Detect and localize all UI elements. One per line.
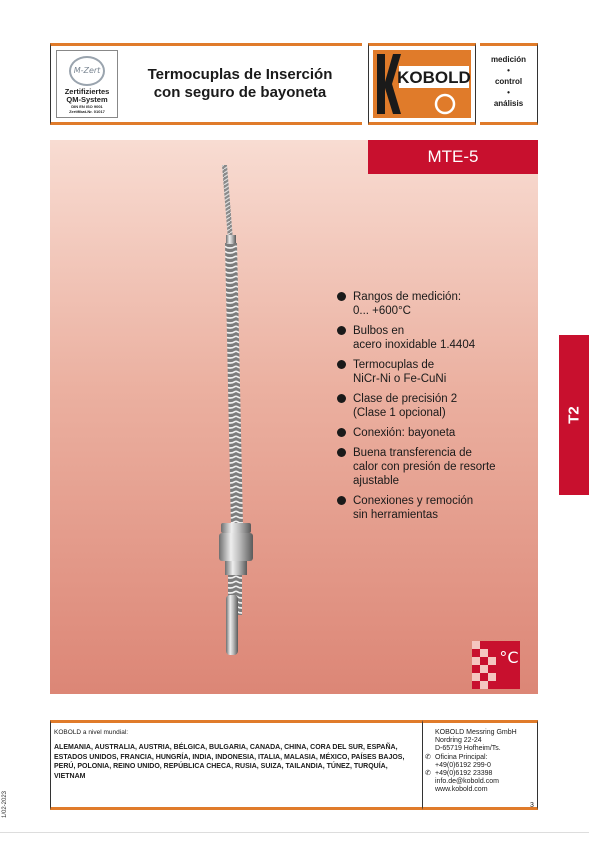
kobold-logo <box>368 43 476 125</box>
cert-line-3: DIN EN ISO 9001 <box>71 104 103 109</box>
title-line-1: Termocuplas de Inserción <box>147 66 333 83</box>
feature-item: Conexiones y remoción sin herramientas <box>337 494 537 522</box>
fax: +49(0)6192 23398 <box>435 770 493 778</box>
tagline-dot: • <box>507 66 510 75</box>
feature-list <box>337 290 537 528</box>
phone-icon: ✆ <box>425 753 431 761</box>
feature-item: Rangos de medición: 0... +600°C <box>337 290 537 318</box>
worldwide-label: KOBOLD a nivel mundial: <box>54 729 129 736</box>
document-id: 1/02-2023 <box>2 790 8 818</box>
feature-item: Clase de precisión 2 (Clase 1 opcional) <box>337 392 537 420</box>
title-line-2: con seguro de bayoneta <box>153 84 327 101</box>
phone: +49(0)6192 299-0 <box>435 761 491 769</box>
kobold-logo-icon <box>369 46 475 122</box>
page-title <box>122 66 358 102</box>
temperature-icon <box>472 641 520 689</box>
feature-item: Bulbos en acero inoxidable 1.4404 <box>337 324 537 352</box>
page-number: 3 <box>530 802 534 809</box>
tagline-measure: medición <box>490 55 527 64</box>
m-zert-seal-icon: M-Zert <box>69 56 105 86</box>
bottom-divider <box>0 832 589 833</box>
tagline-dot: • <box>507 88 510 97</box>
feature-item: Termocuplas de NiCr-Ni o Fe-CuNi <box>337 358 537 386</box>
tagline-control: control <box>494 77 523 86</box>
fax-icon: ✆ <box>425 770 431 778</box>
section-tab-label: T2 <box>565 406 583 424</box>
tagline-analysis: análisis <box>493 99 524 108</box>
contact-box <box>422 720 538 810</box>
section-tab <box>559 335 589 495</box>
office-label: Oficina Principal: <box>435 753 488 761</box>
certification-badge <box>56 50 118 118</box>
email-link[interactable]: info.de@kobold.com <box>435 778 499 786</box>
thermocouple-probe-image <box>200 165 280 665</box>
feature-item: Conexión: bayoneta <box>337 426 537 440</box>
svg-text:KOBOLD: KOBOLD <box>397 68 471 87</box>
feature-item: Buena transferencia de calor con presión de resorte ajustable <box>337 446 537 488</box>
cert-line-1: Zertifiziertes <box>64 87 110 96</box>
website-link[interactable]: www.kobold.com <box>435 786 488 794</box>
cert-line-2: QM-System <box>66 95 108 104</box>
tagline <box>480 43 538 125</box>
model-badge: MTE-5 <box>368 140 538 174</box>
cert-line-4: Zertifikat-Nr. 01017 <box>69 109 105 114</box>
street: Nordring 22-24 <box>435 737 482 745</box>
country-list: ALEMANIA, AUSTRALIA, AUSTRIA, BÉLGICA, BULGARIA, CANADA, CHINA, CORA DEL SUR, ESPAÑA, ESTADOS UNIDOS, FRANCIA, HUNGRÍA, INDIA, INDONESIA, ITALIA, MALASIA, MÉXICO, PAÍSES BAJOS, PERÚ, POLONIA, REINO UNIDO, REPÚBLICA CHECA, RUSIA, SUIZA, TAILANDIA, TÚNEZ, TURQUÍA, VIETNAM <box>54 744 405 780</box>
worldwide-box <box>50 720 422 810</box>
city: D-65719 Hofheim/Ts. <box>435 745 501 753</box>
company-name: KOBOLD Messring GmbH <box>435 729 517 736</box>
svg-text:°C: °C <box>499 648 519 667</box>
